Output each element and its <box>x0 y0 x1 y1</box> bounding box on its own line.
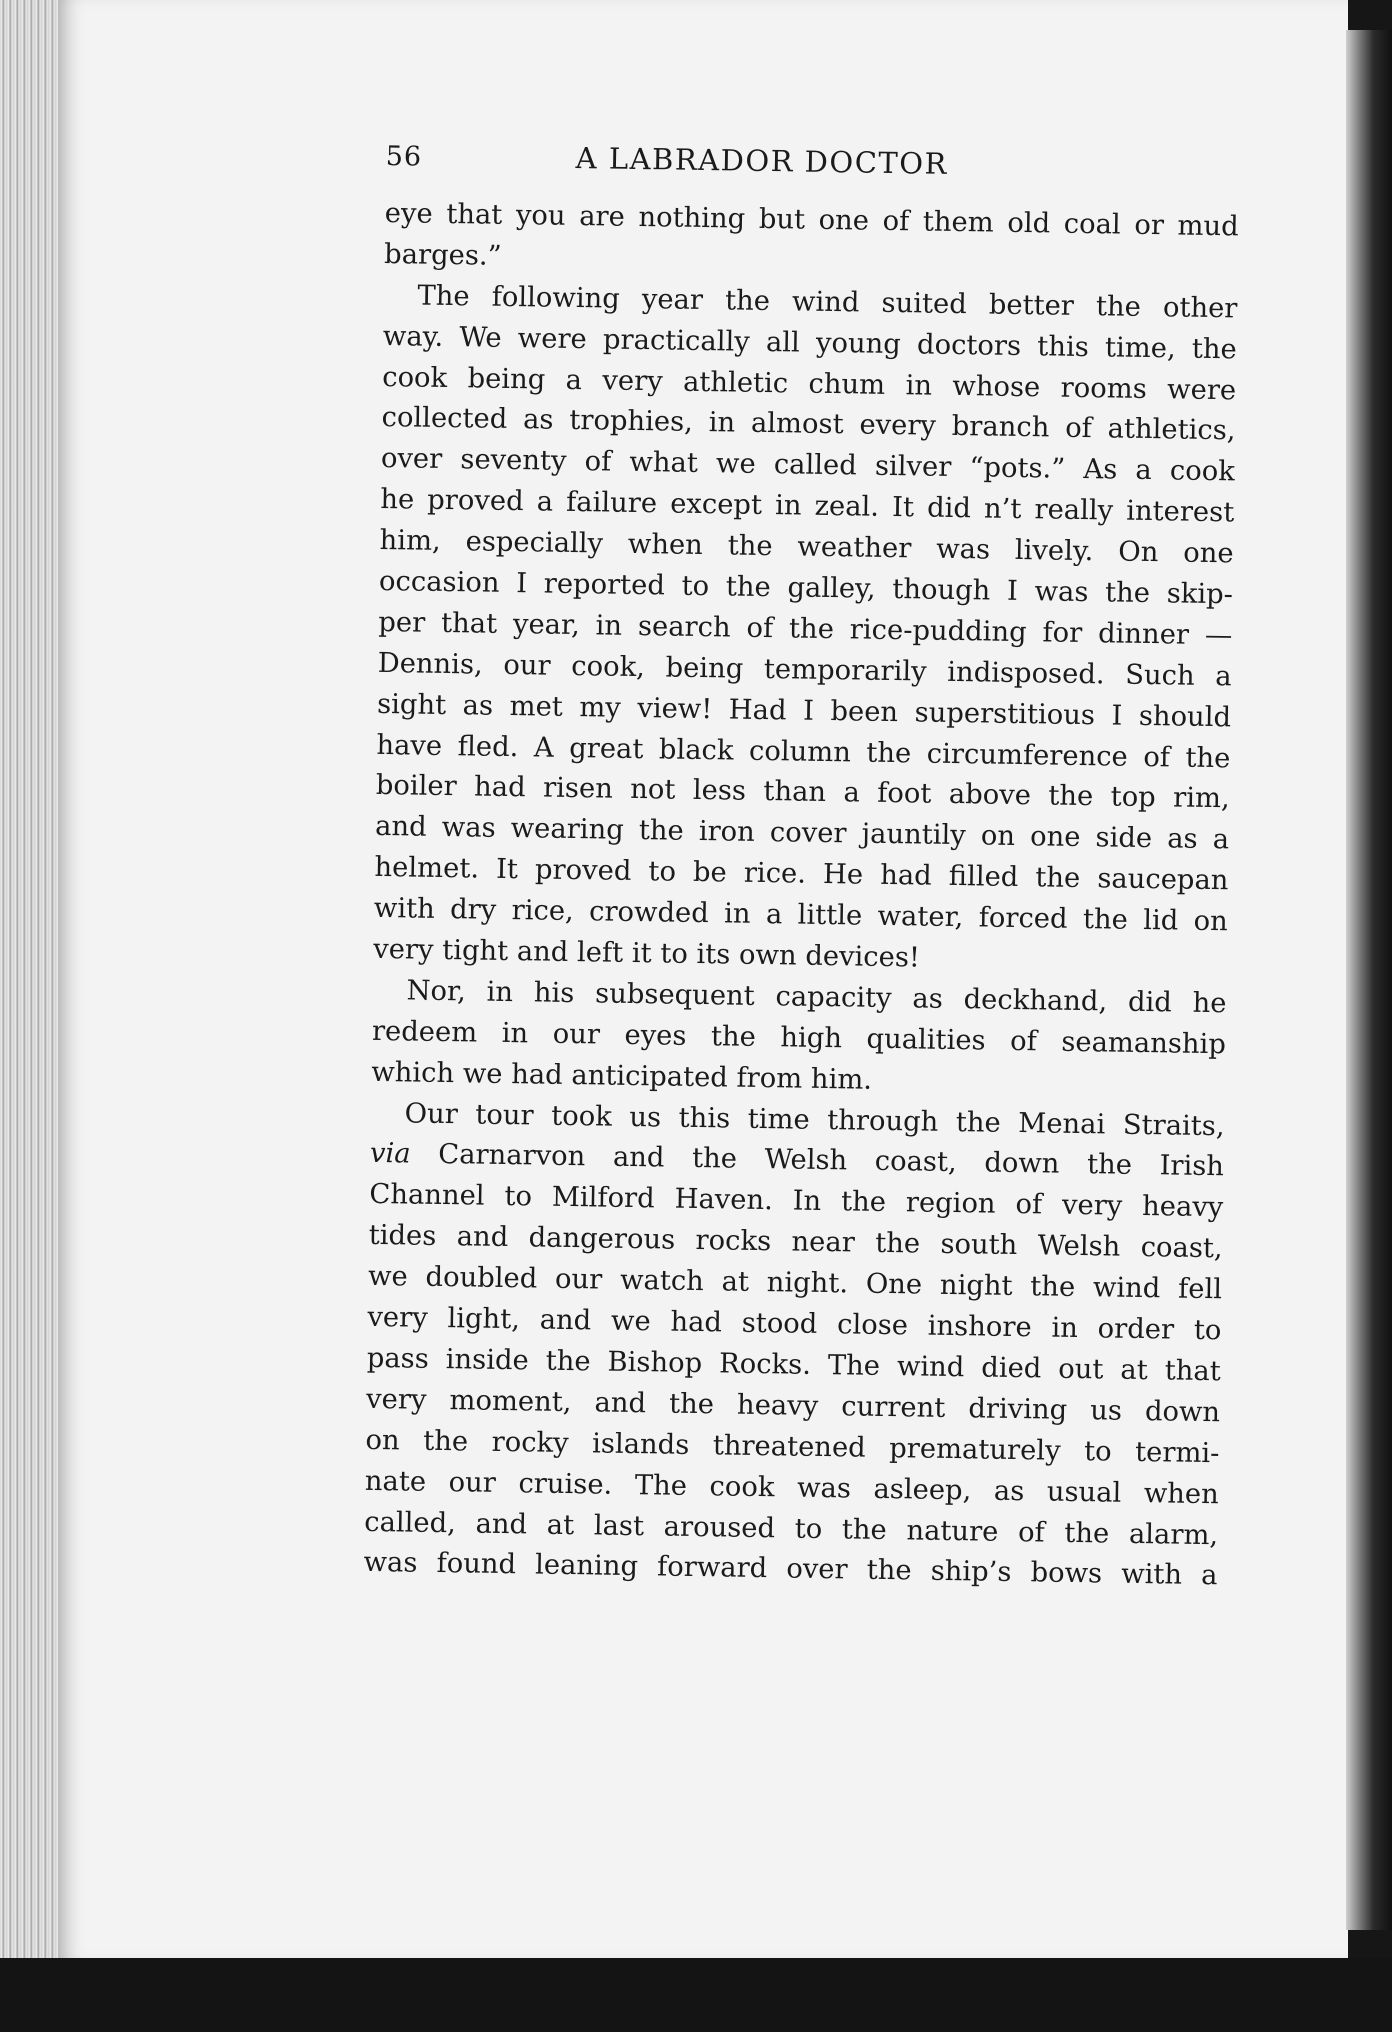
text-line: sight as met my view! Had I been superstitious I should <box>376 688 1232 734</box>
text-line: helmet. It proved to be rice. He had filled the saucepan <box>374 852 1229 897</box>
paragraph <box>363 1093 1225 1597</box>
text-line: Nor, in his subsequent capacity as deckhand, did he <box>406 975 1227 1020</box>
paragraph <box>371 971 1227 1107</box>
text-line: pass inside the Bishop Rocks. The wind died out at that <box>366 1342 1221 1388</box>
text-line: on the rocky islands threatened prematurely to termi- <box>365 1424 1220 1469</box>
page-number: 56 <box>385 140 423 173</box>
text-line: boiler had risen not less than a foot above the top rim, <box>375 770 1230 815</box>
text-line: eye that you are nothing but one of them old coal or mud <box>384 197 1239 243</box>
text-line: nate our cruise. The cook was asleep, as usual when <box>364 1465 1220 1510</box>
text-line: tides and dangerous rocks near the south Welsh coast, <box>368 1220 1223 1265</box>
text-line: very moment, and the heavy current driving us down <box>365 1383 1221 1429</box>
running-title: A LABRADOR DOCTOR <box>575 140 949 181</box>
text-line: Channel to Milford Haven. In the region of very heavy <box>369 1179 1224 1224</box>
text-line: way. We were practically all young doctors this time, the <box>382 320 1238 366</box>
text-line: cook being a very athletic chum in whose rooms were <box>382 361 1237 406</box>
text-line: collected as trophies, in almost every branch of athletics, <box>381 402 1236 447</box>
page-stack-right-edge <box>1346 30 1392 1930</box>
scanner-background <box>0 1958 1392 2032</box>
text-line: was found leaning forward over the ship’s bows with a <box>363 1547 1218 1592</box>
text-line: barges.” <box>383 238 502 272</box>
paragraph-continued <box>384 194 1239 289</box>
text-line: very tight and left it to its own devices! <box>373 933 921 974</box>
text-line: and was wearing the iron cover jauntily on one side as a <box>374 811 1230 856</box>
paragraph <box>373 276 1238 984</box>
text-line: per that year, in search of the rice-pudding for dinner — <box>378 606 1233 652</box>
text-line: with dry rice, crowded in a little water, forced the lid on <box>373 893 1229 938</box>
text-line: called, and at last aroused to the nature of the alarm, <box>364 1506 1219 1551</box>
text-line: very light, and we had stood close inshore in order to <box>367 1301 1222 1347</box>
text-line-rest: Carnarvon and the Welsh coast, down the Irish <box>438 1139 1225 1183</box>
text-line: over seventy of what we called silver “pots.” As a cook <box>380 443 1236 488</box>
text-line: redeem in our eyes the high qualities of seamanship <box>371 1015 1227 1061</box>
text-line: have fled. A great black column the circumference of the <box>376 729 1231 774</box>
text-line: Our tour took us this time through the Menai Straits, <box>404 1098 1225 1142</box>
text-line: him, especially when the weather was lively. On one <box>379 525 1234 570</box>
text-line: occasion I reported to the galley, though I was the skip- <box>378 565 1234 611</box>
text-line: which we had anticipated from him. <box>371 1056 873 1096</box>
page-text-block <box>363 138 1240 1598</box>
text-line: Dennis, our cook, being temporarily indisposed. Such a <box>377 647 1232 693</box>
text-line: he proved a failure except in zeal. It did n’t really interest <box>380 484 1235 529</box>
text-line: The following year the wind suited better the other <box>417 280 1238 325</box>
text-line: we doubled our watch at night. One night the wind fell <box>367 1261 1223 1306</box>
italic-word: via <box>369 1138 411 1170</box>
